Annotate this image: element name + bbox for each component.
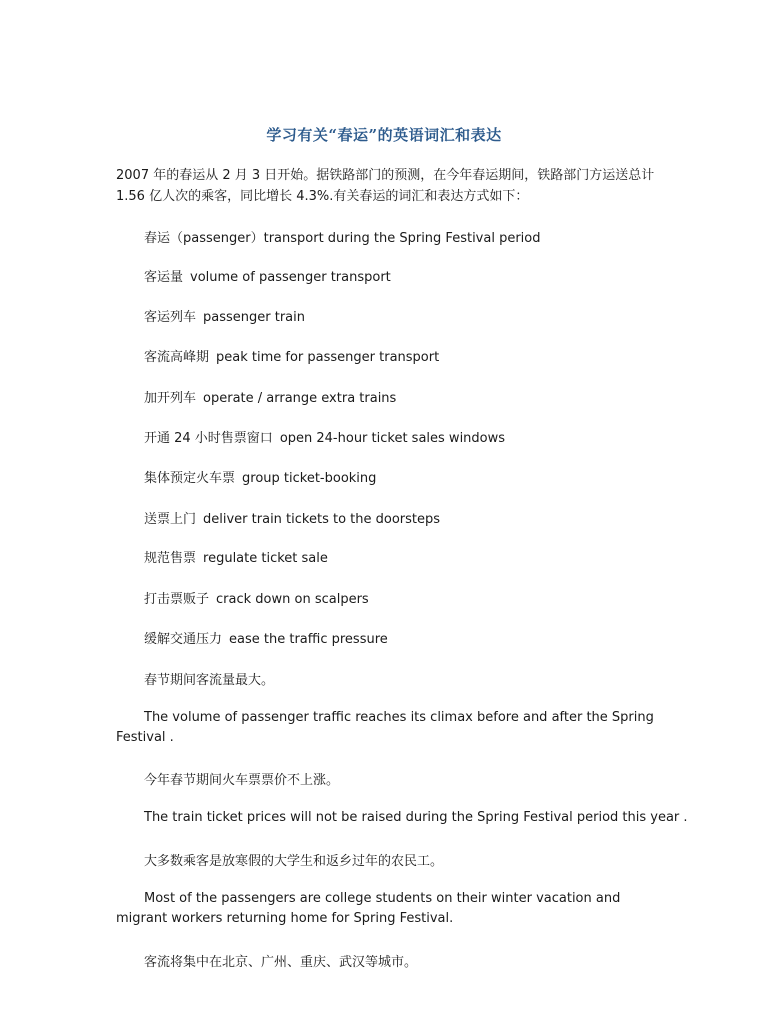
term-zh: 集体预定火车票 xyxy=(144,471,236,486)
term-en: group ticket-booking xyxy=(242,471,377,486)
term-item xyxy=(144,467,376,486)
term-item xyxy=(144,588,369,607)
term-en: crack down on scalpers xyxy=(216,592,369,607)
sentence-zh: 大多数乘客是放寒假的大学生和返乡过年的农民工。 xyxy=(144,854,444,869)
term-en: peak time for passenger transport xyxy=(216,350,440,365)
term-zh: 春运（passenger） xyxy=(144,231,264,246)
sentence-zh: 春节期间客流量最大。 xyxy=(144,673,275,688)
sentence-en: The train ticket prices will not be raised during the Spring Festival period this year . xyxy=(144,810,688,825)
term-item xyxy=(144,387,396,406)
sentence-zh: 客流将集中在北京、广州、重庆、武汉等城市。 xyxy=(144,955,418,970)
term-item xyxy=(144,628,388,647)
term-item xyxy=(144,508,440,527)
term-item xyxy=(144,266,391,285)
term-item xyxy=(144,547,328,566)
term-en: ease the traffic pressure xyxy=(229,632,388,647)
term-zh: 加开列车 xyxy=(144,391,197,406)
term-en: deliver train tickets to the doorsteps xyxy=(203,512,441,527)
intro-paragraph: 2007 年的春运从 2 月 3 日开始。据铁路部门的预测，在今年春运期间，铁路部门方运送总计 1.56 亿人次的乘客，同比增长 4.3%.有关春运的词汇和表达方式如下： xyxy=(116,168,655,204)
term-zh: 缓解交通压力 xyxy=(144,632,223,647)
sentence-en: Most of the passengers are college students on their winter vacation and migrant workers returning home for Spring Festival. xyxy=(116,891,621,926)
term-item xyxy=(144,227,541,246)
term-zh: 开通 24 小时售票窗口 xyxy=(144,431,273,446)
term-item xyxy=(144,306,305,325)
term-zh: 送票上门 xyxy=(144,512,197,527)
term-zh: 打击票贩子 xyxy=(144,592,210,607)
document-title: 学习有关“春运”的英语词汇和表达 xyxy=(266,126,502,144)
term-en: passenger train xyxy=(203,310,306,325)
sentence-en: The volume of passenger traffic reaches its climax before and after the Spring Festival . xyxy=(116,710,654,745)
term-zh: 客运量 xyxy=(144,270,184,285)
term-zh: 客流高峰期 xyxy=(144,350,210,365)
term-item xyxy=(144,427,505,446)
term-zh: 客运列车 xyxy=(144,310,197,325)
term-en: transport during the Spring Festival period xyxy=(263,231,541,246)
term-en: volume of passenger transport xyxy=(190,270,391,285)
term-zh: 规范售票 xyxy=(144,551,197,566)
term-en: open 24-hour ticket sales windows xyxy=(279,431,506,446)
term-item xyxy=(144,346,439,365)
term-en: operate / arrange extra trains xyxy=(203,391,397,406)
term-en: regulate ticket sale xyxy=(203,551,328,566)
sentence-zh: 今年春节期间火车票票价不上涨。 xyxy=(144,773,340,788)
